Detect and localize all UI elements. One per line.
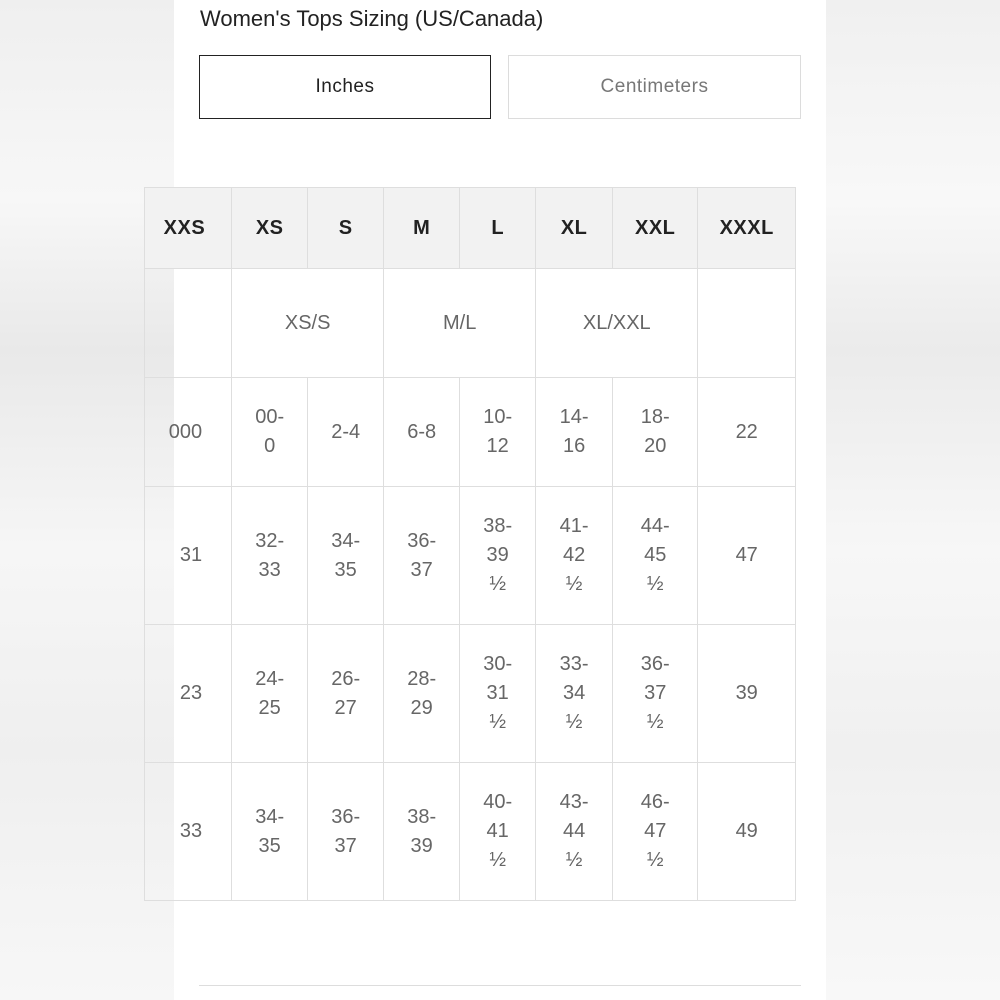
table-cell: 28- 29 [384, 625, 460, 763]
size-header: M [384, 188, 460, 269]
table-cell: 14- 16 [536, 378, 613, 487]
table-cell: 36- 37 [384, 487, 460, 625]
measurement-row [145, 487, 796, 625]
table-cell: 33- 34 ½ [536, 625, 613, 763]
table-cell: 32- 33 [232, 487, 308, 625]
size-header: XL [536, 188, 613, 269]
size-header: L [460, 188, 536, 269]
group-cell: M/L [384, 269, 536, 378]
table-cell: 43- 44 ½ [536, 763, 613, 901]
table-cell: 38- 39 ½ [460, 487, 536, 625]
table-cell: 6-8 [384, 378, 460, 487]
table-cell: 34- 35 [232, 763, 308, 901]
size-header: S [308, 188, 384, 269]
table-cell: 18- 20 [613, 378, 698, 487]
centimeters-button[interactable]: Centimeters [508, 55, 801, 119]
table-cell: 34- 35 [308, 487, 384, 625]
group-cell [145, 269, 232, 378]
measurement-row [145, 763, 796, 901]
table-cell: 00- 0 [232, 378, 308, 487]
table-cell: 47 [698, 487, 796, 625]
table-cell: 31 [145, 487, 232, 625]
table-cell: 10- 12 [460, 378, 536, 487]
table-cell: 24- 25 [232, 625, 308, 763]
table-cell: 36- 37 ½ [613, 625, 698, 763]
table-cell: 38- 39 [384, 763, 460, 901]
size-table [144, 187, 796, 901]
size-header: XXL [613, 188, 698, 269]
table-cell: 22 [698, 378, 796, 487]
table-cell: 39 [698, 625, 796, 763]
group-cell: XS/S [232, 269, 384, 378]
size-header: XXXL [698, 188, 796, 269]
table-cell: 33 [145, 763, 232, 901]
background-right [826, 0, 1000, 1000]
table-cell: 2-4 [308, 378, 384, 487]
table-cell: 49 [698, 763, 796, 901]
size-header: XXS [145, 188, 232, 269]
table-cell: 41- 42 ½ [536, 487, 613, 625]
table-cell: 40- 41 ½ [460, 763, 536, 901]
measurement-row [145, 625, 796, 763]
table-cell: 000 [145, 378, 232, 487]
numeric-size-row [145, 378, 796, 487]
table-cell: 26- 27 [308, 625, 384, 763]
table-cell: 30- 31 ½ [460, 625, 536, 763]
table-cell: 36- 37 [308, 763, 384, 901]
inches-button[interactable]: Inches [199, 55, 491, 119]
table-cell: 44- 45 ½ [613, 487, 698, 625]
table-cell: 23 [145, 625, 232, 763]
chart-title: Women's Tops Sizing (US/Canada) [200, 6, 544, 31]
divider [199, 985, 801, 986]
size-chart-panel [163, 0, 826, 1000]
group-cell: XL/XXL [536, 269, 698, 378]
size-header: XS [232, 188, 308, 269]
group-cell [698, 269, 796, 378]
table-cell: 46- 47 ½ [613, 763, 698, 901]
size-group-row [145, 269, 796, 378]
size-header-row [145, 188, 796, 269]
